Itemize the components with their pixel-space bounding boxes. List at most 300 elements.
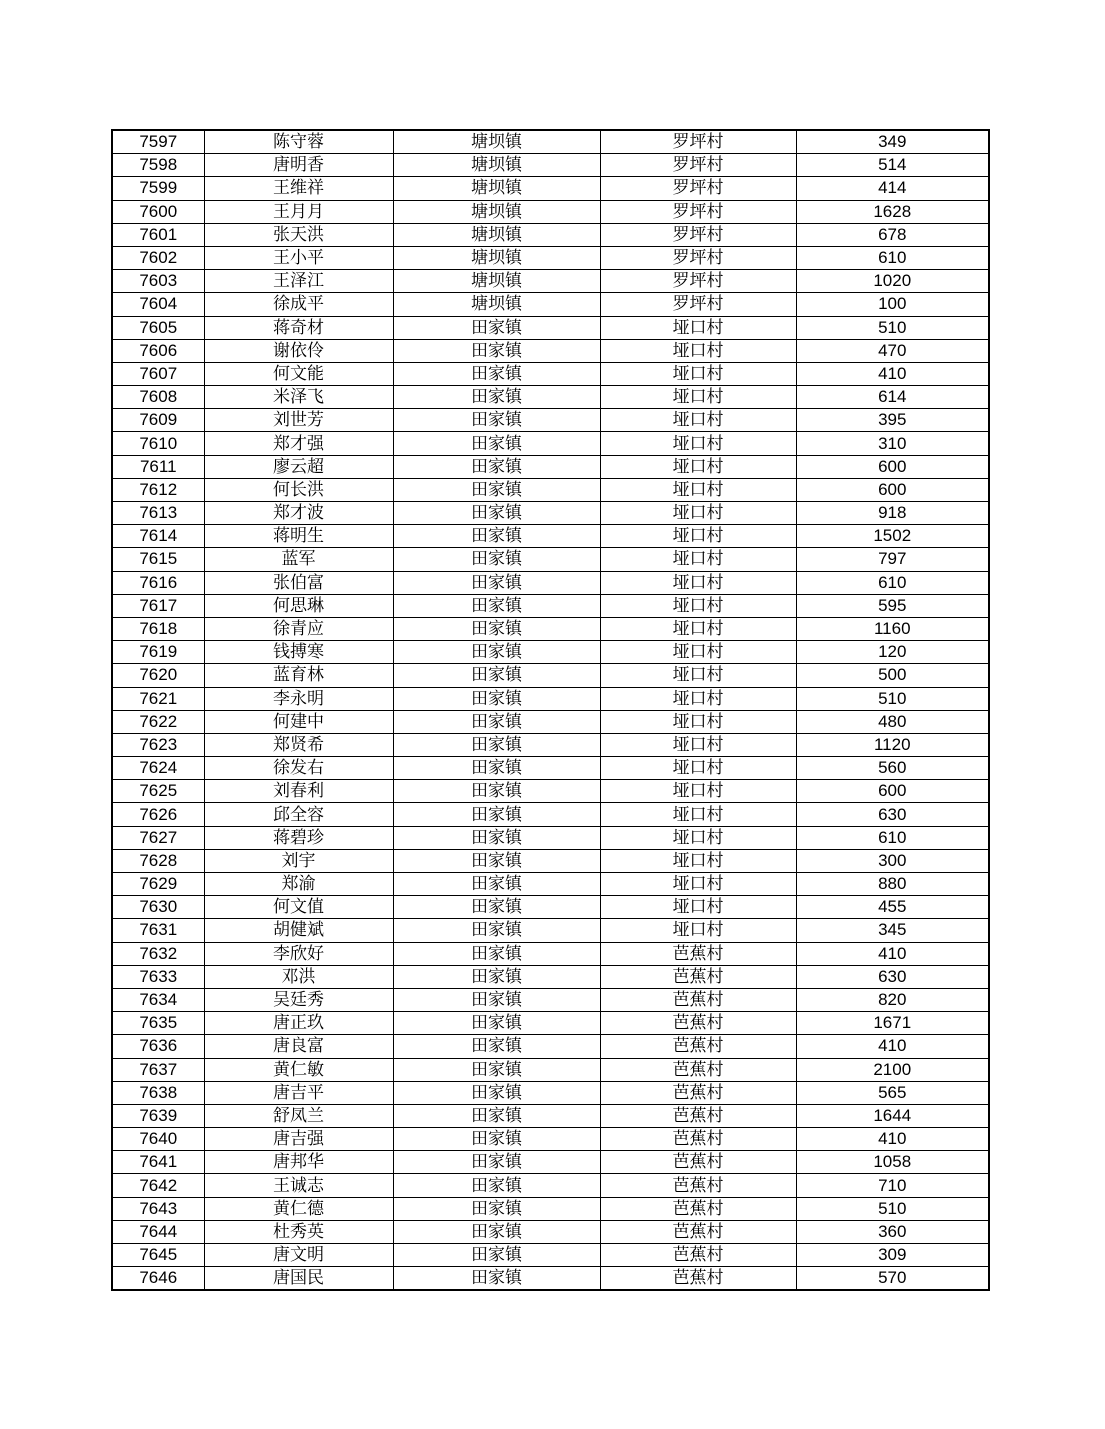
person-name-cell: 刘春利 <box>204 780 393 803</box>
person-name-cell: 谢依伶 <box>204 339 393 362</box>
amount-cell: 610 <box>796 571 989 594</box>
town-cell: 田家镇 <box>393 710 600 733</box>
table-row <box>112 641 989 664</box>
town-cell: 田家镇 <box>393 617 600 640</box>
person-name-cell: 黄仁德 <box>204 1197 393 1220</box>
table-row <box>112 571 989 594</box>
village-cell: 芭蕉村 <box>600 988 796 1011</box>
amount-cell: 514 <box>796 154 989 177</box>
amount-cell: 310 <box>796 432 989 455</box>
village-cell: 芭蕉村 <box>600 1035 796 1058</box>
table-row <box>112 710 989 733</box>
town-cell: 田家镇 <box>393 455 600 478</box>
town-cell: 田家镇 <box>393 1151 600 1174</box>
town-cell: 田家镇 <box>393 594 600 617</box>
amount-cell: 410 <box>796 1128 989 1151</box>
town-cell: 田家镇 <box>393 571 600 594</box>
person-name-cell: 钱搏寒 <box>204 641 393 664</box>
person-name-cell: 蓝育林 <box>204 664 393 687</box>
person-name-cell: 邓洪 <box>204 965 393 988</box>
person-name-cell: 唐良富 <box>204 1035 393 1058</box>
village-cell: 垭口村 <box>600 617 796 640</box>
village-cell: 垭口村 <box>600 826 796 849</box>
table-row <box>112 1267 989 1291</box>
person-name-cell: 唐国民 <box>204 1267 393 1291</box>
town-cell: 田家镇 <box>393 1267 600 1291</box>
village-cell: 垭口村 <box>600 757 796 780</box>
amount-cell: 410 <box>796 362 989 385</box>
village-cell: 罗坪村 <box>600 177 796 200</box>
amount-cell: 470 <box>796 339 989 362</box>
amount-cell: 309 <box>796 1244 989 1267</box>
table-row <box>112 942 989 965</box>
row-number-cell: 7638 <box>112 1081 204 1104</box>
amount-cell: 360 <box>796 1220 989 1243</box>
table-row <box>112 617 989 640</box>
village-cell: 垭口村 <box>600 687 796 710</box>
table-row <box>112 1220 989 1243</box>
person-name-cell: 何长洪 <box>204 478 393 501</box>
village-cell: 芭蕉村 <box>600 1174 796 1197</box>
village-cell: 垭口村 <box>600 571 796 594</box>
amount-cell: 510 <box>796 316 989 339</box>
town-cell: 田家镇 <box>393 1244 600 1267</box>
town-cell: 田家镇 <box>393 362 600 385</box>
person-name-cell: 郑才波 <box>204 502 393 525</box>
town-cell: 田家镇 <box>393 1128 600 1151</box>
table-row <box>112 200 989 223</box>
amount-cell: 480 <box>796 710 989 733</box>
town-cell: 田家镇 <box>393 965 600 988</box>
town-cell: 田家镇 <box>393 896 600 919</box>
row-number-cell: 7601 <box>112 223 204 246</box>
town-cell: 田家镇 <box>393 687 600 710</box>
person-name-cell: 蒋明生 <box>204 525 393 548</box>
table-row <box>112 780 989 803</box>
person-name-cell: 唐邦华 <box>204 1151 393 1174</box>
table-row <box>112 919 989 942</box>
town-cell: 田家镇 <box>393 733 600 756</box>
village-cell: 芭蕉村 <box>600 1128 796 1151</box>
village-cell: 罗坪村 <box>600 293 796 316</box>
person-name-cell: 黄仁敏 <box>204 1058 393 1081</box>
person-name-cell: 唐正玖 <box>204 1012 393 1035</box>
village-cell: 芭蕉村 <box>600 1197 796 1220</box>
town-cell: 田家镇 <box>393 1012 600 1035</box>
amount-cell: 455 <box>796 896 989 919</box>
village-cell: 罗坪村 <box>600 246 796 269</box>
row-number-cell: 7632 <box>112 942 204 965</box>
table-row <box>112 1058 989 1081</box>
row-number-cell: 7637 <box>112 1058 204 1081</box>
amount-cell: 614 <box>796 386 989 409</box>
town-cell: 田家镇 <box>393 1035 600 1058</box>
person-name-cell: 蒋碧珍 <box>204 826 393 849</box>
row-number-cell: 7606 <box>112 339 204 362</box>
row-number-cell: 7599 <box>112 177 204 200</box>
village-cell: 芭蕉村 <box>600 1220 796 1243</box>
person-name-cell: 王小平 <box>204 246 393 269</box>
amount-cell: 1502 <box>796 525 989 548</box>
town-cell: 塘坝镇 <box>393 154 600 177</box>
village-cell: 垭口村 <box>600 710 796 733</box>
village-cell: 垭口村 <box>600 664 796 687</box>
amount-cell: 600 <box>796 780 989 803</box>
person-name-cell: 何思琳 <box>204 594 393 617</box>
amount-cell: 678 <box>796 223 989 246</box>
table-row <box>112 1174 989 1197</box>
table-row <box>112 733 989 756</box>
table-row <box>112 873 989 896</box>
person-name-cell: 张天洪 <box>204 223 393 246</box>
table-row <box>112 1081 989 1104</box>
row-number-cell: 7621 <box>112 687 204 710</box>
table-row <box>112 177 989 200</box>
town-cell: 塘坝镇 <box>393 246 600 269</box>
town-cell: 田家镇 <box>393 478 600 501</box>
amount-cell: 630 <box>796 965 989 988</box>
town-cell: 田家镇 <box>393 803 600 826</box>
row-number-cell: 7623 <box>112 733 204 756</box>
table-row <box>112 687 989 710</box>
person-name-cell: 邱全容 <box>204 803 393 826</box>
village-cell: 芭蕉村 <box>600 1151 796 1174</box>
person-name-cell: 胡健斌 <box>204 919 393 942</box>
person-name-cell: 陈守蓉 <box>204 130 393 154</box>
table-row <box>112 130 989 154</box>
town-cell: 塘坝镇 <box>393 293 600 316</box>
row-number-cell: 7634 <box>112 988 204 1011</box>
row-number-cell: 7609 <box>112 409 204 432</box>
person-name-cell: 郑贤希 <box>204 733 393 756</box>
village-cell: 芭蕉村 <box>600 1012 796 1035</box>
table-row <box>112 896 989 919</box>
town-cell: 田家镇 <box>393 1197 600 1220</box>
row-number-cell: 7642 <box>112 1174 204 1197</box>
row-number-cell: 7641 <box>112 1151 204 1174</box>
row-number-cell: 7636 <box>112 1035 204 1058</box>
village-cell: 垭口村 <box>600 594 796 617</box>
table-row <box>112 455 989 478</box>
person-name-cell: 唐文明 <box>204 1244 393 1267</box>
town-cell: 田家镇 <box>393 432 600 455</box>
person-name-cell: 郑才强 <box>204 432 393 455</box>
table-row <box>112 1104 989 1127</box>
person-name-cell: 何文值 <box>204 896 393 919</box>
row-number-cell: 7607 <box>112 362 204 385</box>
person-name-cell: 王诚志 <box>204 1174 393 1197</box>
table-row <box>112 270 989 293</box>
row-number-cell: 7620 <box>112 664 204 687</box>
table-row <box>112 1128 989 1151</box>
table-row <box>112 339 989 362</box>
row-number-cell: 7645 <box>112 1244 204 1267</box>
town-cell: 田家镇 <box>393 919 600 942</box>
amount-cell: 414 <box>796 177 989 200</box>
person-name-cell: 舒凤兰 <box>204 1104 393 1127</box>
table-row <box>112 664 989 687</box>
town-cell: 田家镇 <box>393 1104 600 1127</box>
town-cell: 田家镇 <box>393 873 600 896</box>
row-number-cell: 7617 <box>112 594 204 617</box>
town-cell: 塘坝镇 <box>393 130 600 154</box>
row-number-cell: 7612 <box>112 478 204 501</box>
amount-cell: 710 <box>796 1174 989 1197</box>
village-cell: 垭口村 <box>600 548 796 571</box>
amount-cell: 345 <box>796 919 989 942</box>
row-number-cell: 7610 <box>112 432 204 455</box>
table-row <box>112 316 989 339</box>
row-number-cell: 7616 <box>112 571 204 594</box>
row-number-cell: 7622 <box>112 710 204 733</box>
village-cell: 芭蕉村 <box>600 1081 796 1104</box>
village-cell: 芭蕉村 <box>600 1267 796 1291</box>
village-cell: 芭蕉村 <box>600 1058 796 1081</box>
person-name-cell: 廖云超 <box>204 455 393 478</box>
village-cell: 垭口村 <box>600 316 796 339</box>
person-name-cell: 米泽飞 <box>204 386 393 409</box>
amount-cell: 120 <box>796 641 989 664</box>
village-cell: 罗坪村 <box>600 270 796 293</box>
person-name-cell: 徐青应 <box>204 617 393 640</box>
table-row <box>112 432 989 455</box>
amount-cell: 610 <box>796 826 989 849</box>
amount-cell: 1671 <box>796 1012 989 1035</box>
table-body <box>112 130 989 1290</box>
village-cell: 芭蕉村 <box>600 942 796 965</box>
village-cell: 芭蕉村 <box>600 1244 796 1267</box>
person-name-cell: 何文能 <box>204 362 393 385</box>
row-number-cell: 7598 <box>112 154 204 177</box>
town-cell: 塘坝镇 <box>393 223 600 246</box>
amount-cell: 880 <box>796 873 989 896</box>
person-name-cell: 李永明 <box>204 687 393 710</box>
amount-cell: 1020 <box>796 270 989 293</box>
row-number-cell: 7605 <box>112 316 204 339</box>
amount-cell: 410 <box>796 942 989 965</box>
table-row <box>112 409 989 432</box>
row-number-cell: 7627 <box>112 826 204 849</box>
row-number-cell: 7624 <box>112 757 204 780</box>
person-name-cell: 唐吉强 <box>204 1128 393 1151</box>
amount-cell: 1058 <box>796 1151 989 1174</box>
town-cell: 塘坝镇 <box>393 177 600 200</box>
person-name-cell: 李欣好 <box>204 942 393 965</box>
table-row <box>112 246 989 269</box>
town-cell: 田家镇 <box>393 849 600 872</box>
amount-cell: 1120 <box>796 733 989 756</box>
village-cell: 罗坪村 <box>600 200 796 223</box>
amount-cell: 600 <box>796 455 989 478</box>
table-row <box>112 988 989 1011</box>
village-cell: 垭口村 <box>600 502 796 525</box>
row-number-cell: 7600 <box>112 200 204 223</box>
village-cell: 罗坪村 <box>600 130 796 154</box>
person-name-cell: 王月月 <box>204 200 393 223</box>
table-row <box>112 525 989 548</box>
person-name-cell: 王泽江 <box>204 270 393 293</box>
village-cell: 垭口村 <box>600 455 796 478</box>
row-number-cell: 7619 <box>112 641 204 664</box>
town-cell: 田家镇 <box>393 1081 600 1104</box>
person-name-cell: 唐吉平 <box>204 1081 393 1104</box>
person-name-cell: 徐发右 <box>204 757 393 780</box>
village-cell: 罗坪村 <box>600 223 796 246</box>
table-row <box>112 1151 989 1174</box>
town-cell: 田家镇 <box>393 641 600 664</box>
amount-cell: 100 <box>796 293 989 316</box>
amount-cell: 595 <box>796 594 989 617</box>
person-name-cell: 吴廷秀 <box>204 988 393 1011</box>
town-cell: 田家镇 <box>393 826 600 849</box>
town-cell: 田家镇 <box>393 409 600 432</box>
town-cell: 田家镇 <box>393 386 600 409</box>
table-row <box>112 757 989 780</box>
table-row <box>112 1244 989 1267</box>
data-table <box>111 129 990 1291</box>
row-number-cell: 7628 <box>112 849 204 872</box>
town-cell: 田家镇 <box>393 1174 600 1197</box>
town-cell: 田家镇 <box>393 1058 600 1081</box>
row-number-cell: 7618 <box>112 617 204 640</box>
person-name-cell: 何建中 <box>204 710 393 733</box>
amount-cell: 565 <box>796 1081 989 1104</box>
row-number-cell: 7602 <box>112 246 204 269</box>
amount-cell: 1628 <box>796 200 989 223</box>
row-number-cell: 7626 <box>112 803 204 826</box>
table-row <box>112 502 989 525</box>
table-row <box>112 548 989 571</box>
row-number-cell: 7644 <box>112 1220 204 1243</box>
village-cell: 垭口村 <box>600 803 796 826</box>
table-row <box>112 478 989 501</box>
amount-cell: 820 <box>796 988 989 1011</box>
town-cell: 田家镇 <box>393 942 600 965</box>
row-number-cell: 7640 <box>112 1128 204 1151</box>
table-row <box>112 1197 989 1220</box>
table-row <box>112 849 989 872</box>
table-row <box>112 803 989 826</box>
village-cell: 垭口村 <box>600 432 796 455</box>
amount-cell: 500 <box>796 664 989 687</box>
table-row <box>112 965 989 988</box>
village-cell: 垭口村 <box>600 339 796 362</box>
village-cell: 垭口村 <box>600 919 796 942</box>
village-cell: 垭口村 <box>600 733 796 756</box>
row-number-cell: 7597 <box>112 130 204 154</box>
table-row <box>112 1035 989 1058</box>
person-name-cell: 王维祥 <box>204 177 393 200</box>
row-number-cell: 7633 <box>112 965 204 988</box>
amount-cell: 410 <box>796 1035 989 1058</box>
village-cell: 芭蕉村 <box>600 965 796 988</box>
village-cell: 垭口村 <box>600 873 796 896</box>
town-cell: 塘坝镇 <box>393 200 600 223</box>
amount-cell: 300 <box>796 849 989 872</box>
row-number-cell: 7603 <box>112 270 204 293</box>
amount-cell: 570 <box>796 1267 989 1291</box>
amount-cell: 560 <box>796 757 989 780</box>
town-cell: 田家镇 <box>393 664 600 687</box>
village-cell: 垭口村 <box>600 896 796 919</box>
row-number-cell: 7604 <box>112 293 204 316</box>
row-number-cell: 7614 <box>112 525 204 548</box>
village-cell: 垭口村 <box>600 780 796 803</box>
table-row <box>112 293 989 316</box>
row-number-cell: 7639 <box>112 1104 204 1127</box>
row-number-cell: 7631 <box>112 919 204 942</box>
village-cell: 垭口村 <box>600 849 796 872</box>
amount-cell: 510 <box>796 687 989 710</box>
row-number-cell: 7646 <box>112 1267 204 1291</box>
row-number-cell: 7613 <box>112 502 204 525</box>
town-cell: 田家镇 <box>393 757 600 780</box>
town-cell: 田家镇 <box>393 339 600 362</box>
person-name-cell: 杜秀英 <box>204 1220 393 1243</box>
person-name-cell: 刘宇 <box>204 849 393 872</box>
row-number-cell: 7608 <box>112 386 204 409</box>
town-cell: 田家镇 <box>393 548 600 571</box>
amount-cell: 918 <box>796 502 989 525</box>
row-number-cell: 7625 <box>112 780 204 803</box>
row-number-cell: 7630 <box>112 896 204 919</box>
amount-cell: 630 <box>796 803 989 826</box>
amount-cell: 1160 <box>796 617 989 640</box>
amount-cell: 600 <box>796 478 989 501</box>
village-cell: 垭口村 <box>600 362 796 385</box>
row-number-cell: 7643 <box>112 1197 204 1220</box>
village-cell: 罗坪村 <box>600 154 796 177</box>
row-number-cell: 7611 <box>112 455 204 478</box>
village-cell: 垭口村 <box>600 478 796 501</box>
village-cell: 芭蕉村 <box>600 1104 796 1127</box>
town-cell: 田家镇 <box>393 988 600 1011</box>
table-row <box>112 362 989 385</box>
table-row <box>112 826 989 849</box>
town-cell: 田家镇 <box>393 316 600 339</box>
person-name-cell: 徐成平 <box>204 293 393 316</box>
person-name-cell: 唐明香 <box>204 154 393 177</box>
table-row <box>112 386 989 409</box>
village-cell: 垭口村 <box>600 641 796 664</box>
town-cell: 田家镇 <box>393 780 600 803</box>
town-cell: 田家镇 <box>393 502 600 525</box>
town-cell: 塘坝镇 <box>393 270 600 293</box>
person-name-cell: 张伯富 <box>204 571 393 594</box>
amount-cell: 1644 <box>796 1104 989 1127</box>
table-row <box>112 154 989 177</box>
person-name-cell: 刘世芳 <box>204 409 393 432</box>
table-row <box>112 223 989 246</box>
row-number-cell: 7629 <box>112 873 204 896</box>
person-name-cell: 郑渝 <box>204 873 393 896</box>
amount-cell: 395 <box>796 409 989 432</box>
amount-cell: 797 <box>796 548 989 571</box>
village-cell: 垭口村 <box>600 409 796 432</box>
row-number-cell: 7635 <box>112 1012 204 1035</box>
village-cell: 垭口村 <box>600 525 796 548</box>
amount-cell: 510 <box>796 1197 989 1220</box>
person-name-cell: 蓝军 <box>204 548 393 571</box>
amount-cell: 349 <box>796 130 989 154</box>
person-name-cell: 蒋奇材 <box>204 316 393 339</box>
village-cell: 垭口村 <box>600 386 796 409</box>
table-row <box>112 1012 989 1035</box>
amount-cell: 610 <box>796 246 989 269</box>
town-cell: 田家镇 <box>393 525 600 548</box>
row-number-cell: 7615 <box>112 548 204 571</box>
town-cell: 田家镇 <box>393 1220 600 1243</box>
